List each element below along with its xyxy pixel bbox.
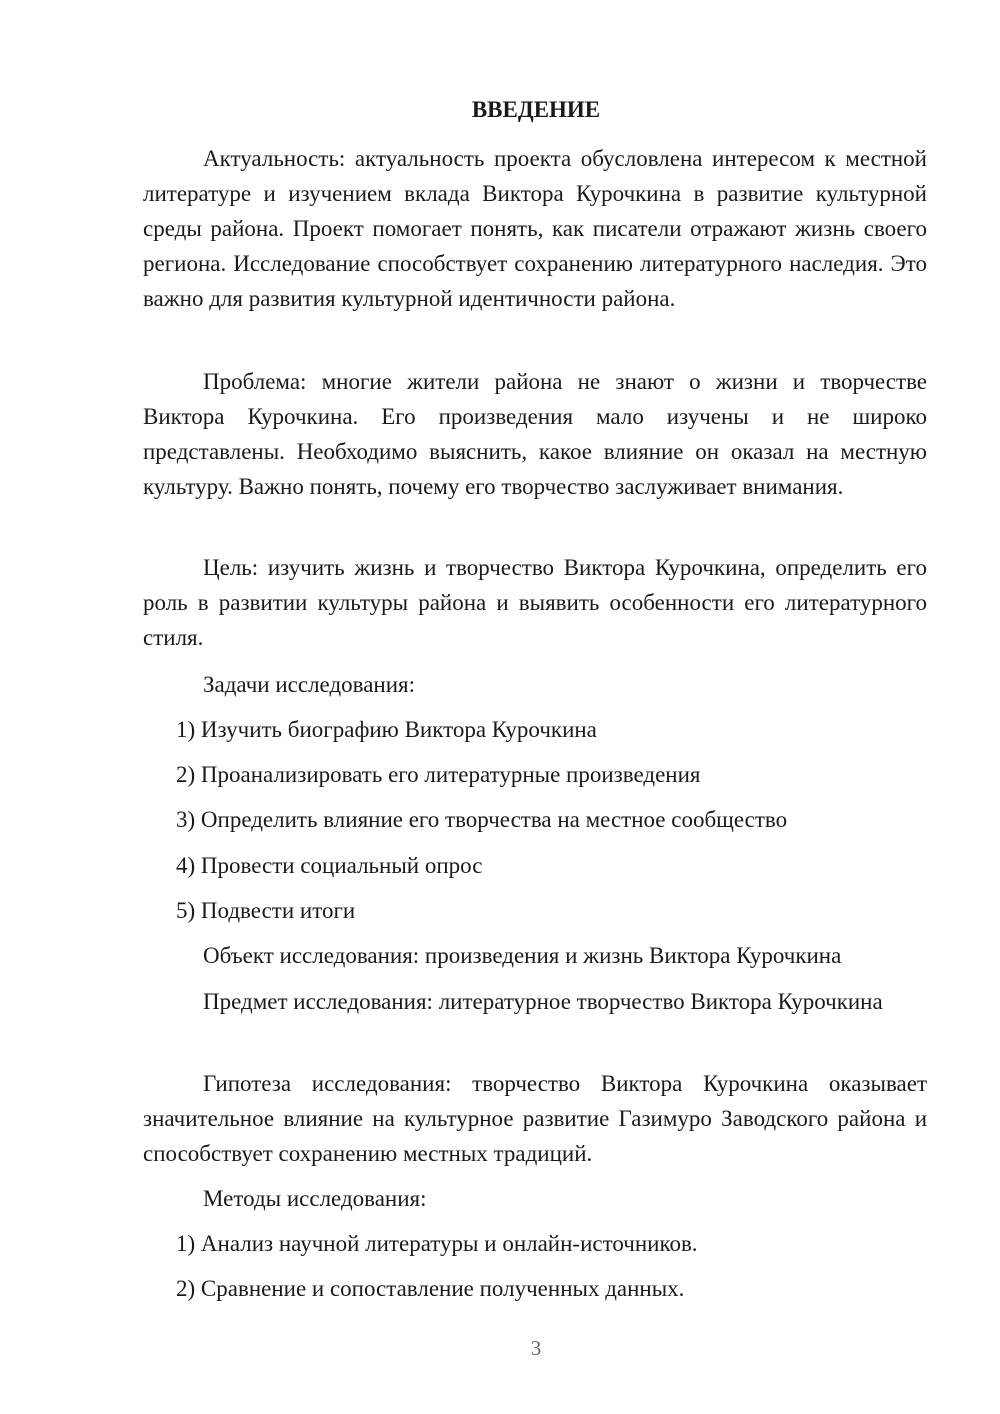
method-item-1: 1) Анализ научной литературы и онлайн-источников. [176,1231,698,1256]
task-item-1: 1) Изучить биографию Виктора Курочкина [176,717,597,742]
task-item-2: 2) Проанализировать его литературные произведения [176,762,701,787]
subject-paragraph [143,984,927,1019]
page-title: ВВЕДЕНИЕ [471,97,601,122]
goal-paragraph: Цель: изучить жизнь и творчество Виктора Курочкина, определить его роль в развитии культуры района и выявить особенности его литературного стиля. [143,555,927,650]
methods-heading: Методы исследования: [203,1186,427,1211]
object-line: Объект исследования: произведения и жизнь Виктора Курочкина [203,943,842,968]
task-item-3: 3) Определить влияние его творчества на местное сообщество [176,807,788,832]
page-number: 3 [530,1336,542,1360]
task-item-4: 4) Провести социальный опрос [176,853,483,878]
relevance-paragraph: Актуальность: актуальность проекта обусловлена интересом к местной литературе и изучением вклада Виктора Курочкина в развитие культурной среды района. Проект помогает понять, как писатели отражают жизнь своего региона. Исследование способствует сохранению литературного наследия. Это важно для развития культурной идентичности района. [143,146,927,311]
subject-text: Предмет исследования: литературное творчество Виктора Курочкина [203,989,883,1014]
tasks-heading: Задачи исследования: [203,672,416,697]
problem-paragraph: Проблема: многие жители района не знают о жизни и творчестве Виктора Курочкина. Его произведения мало изучены и не широко представлены. Необходимо выяснить, какое влияние он оказал на местную культуру. Важно понять, почему его творчество заслуживает внимания. [143,369,927,499]
task-item-5: 5) Подвести итоги [176,898,356,923]
method-item-2: 2) Сравнение и сопоставление полученных данных. [176,1276,685,1301]
hypothesis-paragraph: Гипотеза исследования: творчество Виктора Курочкина оказывает значительное влияние на культурное развитие Газимуро Заводского района и способствует сохранению местных традиций. [143,1071,927,1166]
